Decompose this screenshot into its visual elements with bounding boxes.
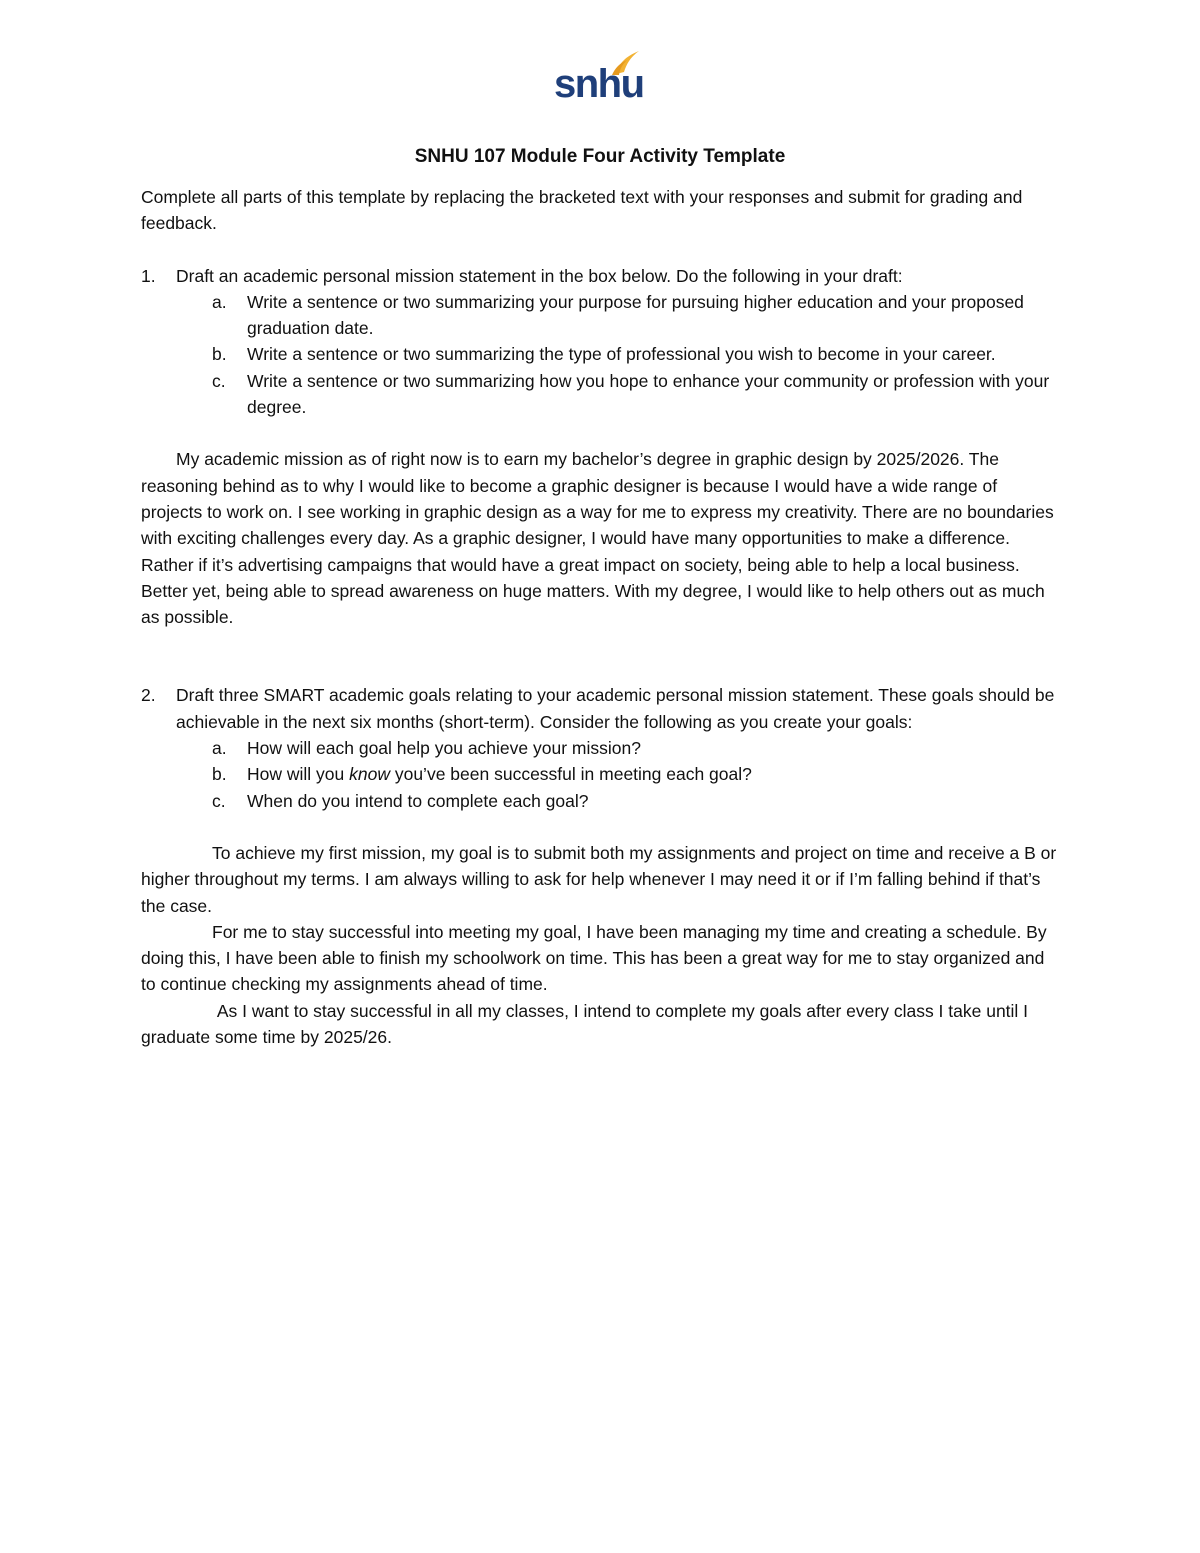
list-item (141, 368, 1061, 421)
list-item (141, 289, 1061, 342)
question-1 (141, 263, 1061, 289)
list-letter: c. (212, 370, 226, 391)
answer-paragraph[interactable]: As I want to stay successful in all my classes, I intend to complete my goals after every class I take until I graduate some time by 2025/26. (141, 1000, 1033, 1048)
answer-paragraph[interactable]: For me to stay successful into meeting my goal, I have been managing my time and creating a schedule. By doing this, I have been able to finish my schoolwork on time. This has been a great way for me to stay organized and to continue checking my assignments ahead of time. (141, 921, 1047, 995)
snhu-logo (554, 50, 644, 110)
intro-paragraph: Complete all parts of this template by replacing the bracketed text with your responses and submit for grading and feedback. (141, 187, 1023, 234)
list-item (141, 735, 1061, 761)
list-item-text: When do you intend to complete each goal? (247, 790, 589, 811)
page-title: SNHU 107 Module Four Activity Template (414, 146, 786, 167)
list-letter: a. (212, 738, 227, 759)
question-text: Draft an academic personal mission statement in the box below. Do the following in your draft: (176, 265, 903, 286)
list-item-text-italic: know (349, 764, 390, 785)
list-item-text: Write a sentence or two summarizing the type of professional you wish to become in your career. (247, 344, 996, 365)
question-2 (141, 682, 1061, 735)
list-letter: b. (212, 764, 227, 785)
list-letter: c. (212, 790, 226, 811)
list-item (141, 788, 1061, 814)
question-text: Draft three SMART academic goals relating to your academic personal mission statement. These goals should be achievable in the next six months (short-term). Consider the following as you create your goals: (176, 685, 1055, 732)
list-item-text: How will each goal help you achieve your mission? (247, 738, 641, 759)
answer-paragraph[interactable]: To achieve my first mission, my goal is to submit both my assignments and project on time and receive a B or higher throughout my terms. I am always willing to ask for help whenever I may need it or if I’m falling behind if that’s the case. (141, 842, 1057, 916)
question-number: 1. (141, 265, 156, 286)
logo-wordmark: snhu (554, 62, 644, 106)
list-item-text-after: you’ve been successful in meeting each goal? (389, 764, 752, 785)
document-body (141, 184, 1061, 1050)
list-item-text: Write a sentence or two summarizing how you hope to enhance your community or profession with your degree. (247, 370, 1050, 418)
list-item-text: Write a sentence or two summarizing your purpose for pursuing higher education and your proposed graduation date. (247, 291, 1024, 339)
list-item (141, 761, 1061, 787)
answer-paragraph[interactable]: My academic mission as of right now is to earn my bachelor’s degree in graphic design by 2025/2026. The reasoning behind as to why I would like to become a graphic designer is because I would have a wide range of projects to work on. I see working in graphic design as a way for me to express my creativity. There are no boundaries with exciting challenges every day. As a graphic designer, I would have many opportunities to make a difference. Rather if it’s advertising campaigns that would have a great impact on society, being able to help a local business. Better yet, being able to spread awareness on huge matters. With my degree, I would like to help others out as much as possible. (141, 449, 1054, 628)
list-letter: b. (212, 344, 227, 365)
list-item-text-before: How will you (247, 764, 350, 785)
list-item (141, 341, 1061, 367)
question-number: 2. (141, 685, 156, 706)
list-letter: a. (212, 291, 227, 312)
